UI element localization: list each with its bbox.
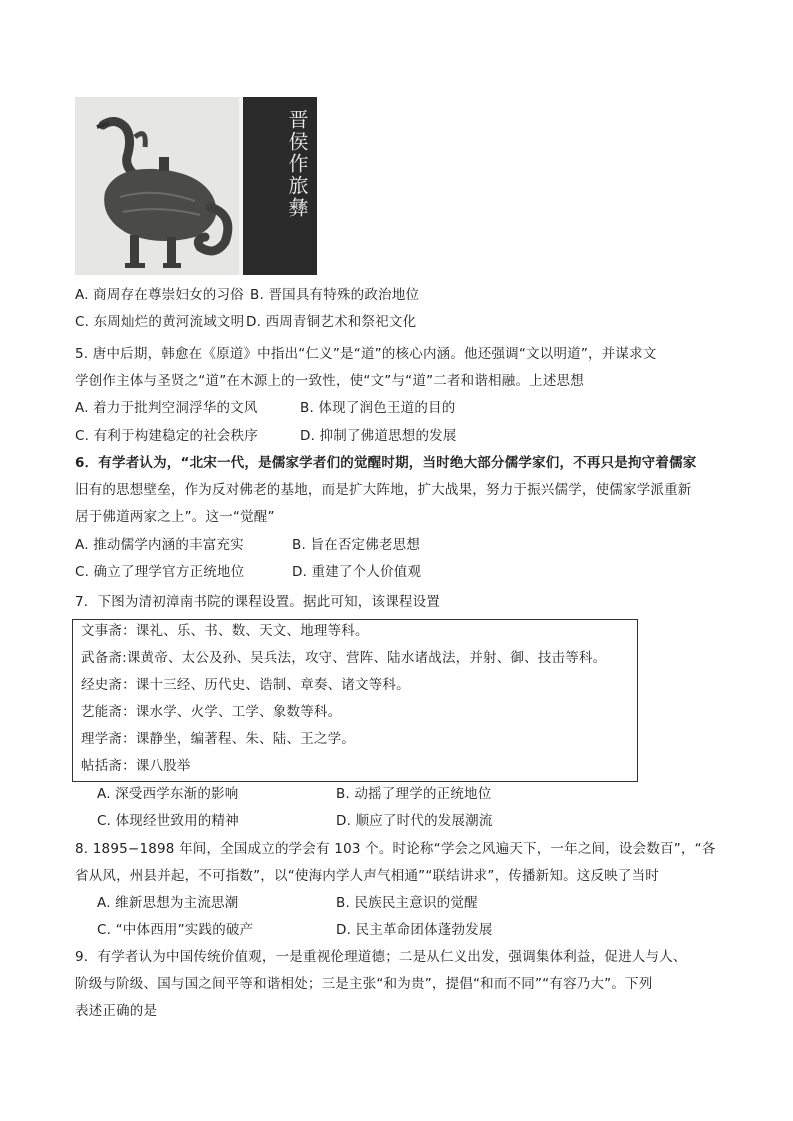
q6-stem-line-2: 旧有的思想壁垒，作为反对佛老的基地，而是扩大阵地，扩大战果，努力于振兴儒学，使儒家学派重新 [75, 482, 692, 498]
inscription-rubbing-image [243, 97, 317, 275]
course-item: 艺能斋：课水学、火学、工学、象数等科。 [81, 704, 342, 720]
q7-option-a: A. 深受西学东渐的影响 [97, 786, 239, 802]
bronze-bird-vessel-image [75, 97, 239, 275]
q6-option-a: A. 推动儒学内涵的丰富充实 [75, 537, 244, 553]
q9-stem-line-1: 9．有学者认为中国传统价值观，一是重视伦理道德；二是从仁义出发，强调集体利益，促进人与人、 [75, 949, 687, 965]
q5-stem-line-2: 学创作主体与圣贤之“道”在木源上的一致性，使“文”与“道”二者和谐相融。上述思想 [75, 373, 584, 389]
course-item: 理学斋：课静坐，编著程、朱、陆、王之学。 [81, 731, 355, 747]
q4-option-a: A. 商周存在尊崇妇女的习俗 [75, 287, 244, 303]
q4-option-b: B. 晋国具有特殊的政治地位 [250, 287, 420, 303]
q7-option-c: C. 体现经世致用的精神 [97, 813, 239, 829]
q9-stem-line-2: 阶级与阶级、国与国之间平等和谐相处；三是主张“和为贵”，提倡“和而不同”“有容乃大”。下列 [75, 976, 653, 992]
q6-option-b: B. 旨在否定佛老思想 [292, 537, 421, 553]
q9-stem-line-3: 表述正确的是 [75, 1003, 158, 1019]
q8-option-a: A. 维新思想为主流思潮 [97, 895, 239, 911]
bird-vessel-illustration [75, 97, 239, 275]
q7-stem: 7．下图为清初漳南书院的课程设置。据此可知，该课程设置 [75, 594, 440, 610]
figure-bronze-vessel [75, 97, 317, 275]
q5-option-d: D. 抑制了佛道思想的发展 [300, 428, 457, 444]
course-table-box [72, 619, 638, 782]
q8-stem-line-2: 省从风，州县并起，不可指数”，以“使海内学人声气相通”“联结讲求”，传播新知。这反映了当时 [75, 868, 659, 884]
q8-option-d: D. 民主革命团体蓬勃发展 [336, 922, 493, 938]
q5-stem-line-1: 5. 唐中后期，韩愈在《原道》中指出“仁义”是“道”的核心内涵。他还强调“文以明道”，并谋求文 [75, 346, 657, 362]
q7-option-b: B. 动摇了理学的正统地位 [336, 786, 492, 802]
q6-option-c: C. 确立了理学官方正统地位 [75, 564, 245, 580]
q4-option-d: D. 西周青铜艺术和祭祀文化 [246, 314, 417, 330]
q8-option-c: C. “中体西用”实践的破产 [97, 922, 254, 938]
q6-stem-line-3: 居于佛道两家之上”。这一“觉醒” [75, 509, 275, 525]
inscription-glyphs: 晋侯作旅彝 [285, 109, 309, 219]
q6-option-d: D. 重建了个人价值观 [292, 564, 422, 580]
course-item: 武备斋:课黄帝、太公及孙、吴兵法，攻守、营阵、陆水诸战法，并射、御、技击等科。 [81, 650, 607, 666]
q8-stem-line-1: 8. 1895−1898 年间，全国成立的学会有 103 个。时论称“学会之风遍天下，一年之间，设会数百”，“各 [75, 841, 716, 857]
course-item: 经史斋：课十三经、历代史、诰制、章奏、诸文等科。 [81, 677, 410, 693]
q7-option-d: D. 顺应了时代的发展潮流 [336, 813, 493, 829]
q5-option-a: A. 着力于批判空洞浮华的文风 [75, 400, 258, 416]
q5-option-b: B. 体现了润色王道的目的 [300, 400, 456, 416]
q8-option-b: B. 民族民主意识的觉醒 [336, 895, 478, 911]
q6-stem-line-1: 6．有学者认为，“北宋一代，是儒家学者们的觉醒时期，当时绝大部分儒学家们，不再只是拘守着儒家 [75, 455, 697, 471]
q4-option-c: C. 东周灿烂的黄河流域文明 [75, 314, 245, 330]
course-item: 帖括斋：课八股举 [81, 758, 191, 774]
q5-option-c: C. 有利于构建稳定的社会秩序 [75, 428, 259, 444]
course-item: 文事斋：课礼、乐、书、数、天文、地理等科。 [81, 623, 369, 639]
